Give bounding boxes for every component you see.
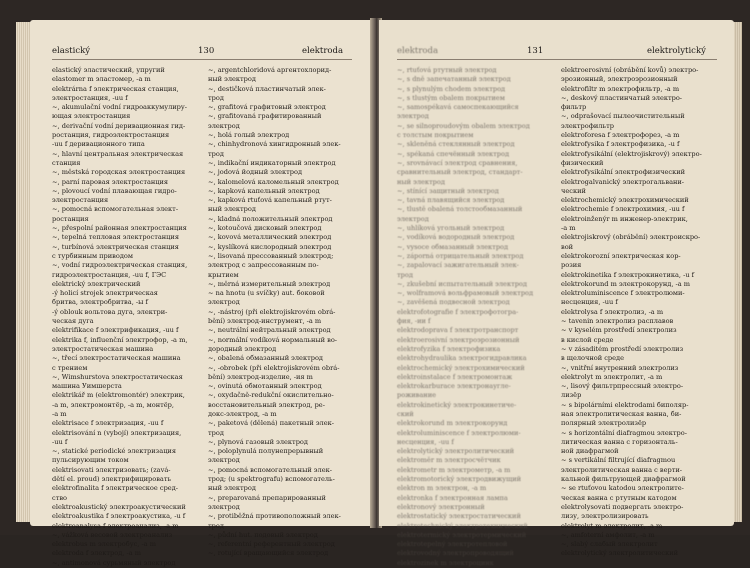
dictionary-entry-line: гидроэлектростанция, -uu f, ГЭС (52, 270, 167, 279)
dictionary-entry-line: elektrolyt m электролит, -a m (561, 521, 663, 530)
dictionary-entry-line: станция (52, 158, 81, 167)
dictionary-entry-line: elektrokinetika f электрокинетика, -u f (561, 270, 695, 279)
dictionary-entry-line: elektrojiskrový (obrábění) электроискро- (561, 233, 701, 242)
dictionary-entry-line: elektrika f, influenční электрофор, -a m, (52, 335, 188, 344)
dictionary-entry-line: elektron m электрон, -a m (397, 484, 487, 493)
dictionary-entry-line: ~, referentní референтный электрод (208, 540, 335, 549)
right-column-2 (561, 66, 721, 559)
dictionary-entry-line: ~, srovnávací электрод сравнения, (397, 158, 518, 167)
dictionary-entry-line: ростанция, гидроэлектростанция (52, 131, 170, 140)
dictionary-entry-line: ющая электростанция (52, 112, 131, 121)
dictionary-entry-line: восстановительный электрод, ре- (208, 400, 325, 409)
dictionary-entry-line: elektrokarburace электронаугле- (397, 382, 511, 391)
dictionary-entry-line: ~, parní паровая электростанция (52, 177, 169, 186)
dictionary-entry-line: ~, kovová металлический электрод (208, 233, 332, 242)
dictionary-entry-line: elastomer m эластомер, -a m (52, 75, 151, 84)
dictionary-entry-line: лизёр (561, 391, 582, 400)
dictionary-entry-line: ~, půdní hut. подовый электрод (208, 530, 318, 539)
dictionary-entry-line: elektrofyzika f электрофизика (397, 344, 501, 353)
dictionary-entry-line: ~, jodová йодный электрод (208, 168, 303, 177)
dictionary-entry-line: elektrisování n (vybojí) электризация, (52, 428, 182, 437)
dictionary-entry-line: elektrofinalita f электрическое сред- (52, 484, 179, 493)
dictionary-entry-line: электрод (397, 112, 429, 121)
left-column-2 (208, 66, 358, 559)
dictionary-entry-line: elektrofysikální электрофизический (561, 168, 685, 177)
dictionary-entry-line: ~, skleněná стеклянный электрод (397, 140, 515, 149)
dictionary-entry-line: ~ v zásaditém prostředí электролиз (561, 344, 684, 353)
dictionary-entry-line: -a m, электромонтёр, -a m, монтёр, (52, 400, 174, 409)
dictionary-entry-line: bění) электрод-инструмент, -a m (208, 317, 322, 326)
dictionary-entry-line: elektroinženýr m инженер-электрик, (561, 214, 688, 223)
dictionary-entry-line: с толстым покрытием (397, 131, 474, 140)
dictionary-entry-line: elektrofotografie f электрофотогра- (397, 307, 519, 316)
dictionary-entry-line: ~, ovinutá обмотанный электрод (208, 382, 322, 391)
dictionary-entry-line: ~, neutrální нейтральный электрод (208, 326, 331, 335)
dictionary-entry-line: ~, vnitřní внутренний электролиз (561, 363, 679, 372)
dictionary-entry-line: докс-электрод, -а m (208, 409, 277, 418)
dictionary-entry-line: ~, kalomelová каломельный электрод (208, 177, 339, 186)
dictionary-entry-line: ~, pomocná вспомогательный элек- (208, 465, 332, 474)
dictionary-entry-line: elektrozinek m электроцинк (397, 558, 494, 567)
dictionary-entry-line: ~, rtuťová ртутный электрод (397, 66, 497, 74)
dictionary-entry-line: elektroda f электрод, -a m (52, 549, 141, 558)
dictionary-entry-line: ~, indikační индикаторный электрод (208, 158, 336, 167)
dictionary-entry-line: elektrofysikální (elektrojiskrový) электро- (561, 149, 702, 158)
dictionary-entry-line: ростанция (52, 214, 89, 223)
dictionary-entry-line: фия, -ии f (397, 317, 431, 326)
dictionary-entry-line: ~, s dně запечатанный электрод (397, 75, 511, 84)
right-header-rule (397, 59, 717, 60)
dictionary-entry-line: ~, tlustě obalená толстообмазанный (397, 205, 523, 214)
dictionary-entry-line: ~, kladná положительный электрод (208, 214, 333, 223)
dictionary-entry-line: elektrochemie f электрохимия, -uu f (561, 205, 685, 214)
dictionary-entry-line: elektrikář m (elektromontér) электрик, (52, 391, 185, 400)
dictionary-entry-line: elektrodoprava f электротранспорт (397, 326, 519, 335)
dictionary-entry-line: ~, turbínová электрическая станция (52, 242, 179, 251)
dictionary-entry-line: с турбинным приводом (52, 251, 134, 260)
dictionary-entry-line: ~ s vertikální filtrující diafragmou (561, 456, 676, 465)
left-page (30, 20, 373, 567)
dictionary-entry-line: ный электрод (208, 75, 256, 84)
dictionary-entry-line: ~, normální vodíková нормальный во- (208, 335, 338, 344)
dictionary-entry-line: ~, odprašovací пылеочистительный (561, 112, 685, 121)
dictionary-entry-line: электрод с запрессованным по- (208, 261, 319, 270)
dictionary-entry-line: ~, vážková весовой электроанализ (52, 530, 173, 539)
dictionary-entry-line: elektrolytický электролитический (397, 447, 515, 456)
dictionary-entry-line: ~, argentchloridová аргентохлорид- (208, 66, 332, 74)
dictionary-entry-line: ~, pomocná вспомогательная элект- (52, 205, 179, 214)
dictionary-entry-line: электролитическая ванна с верти- (561, 465, 682, 474)
dictionary-entry-line: ~, přespolní районная электростанция (52, 224, 187, 233)
dictionary-entry-line: elektroforesa f электрофорез, -a m (561, 131, 680, 140)
dictionary-entry-line: elektroměr m электросчётчик (397, 456, 501, 465)
dictionary-entry-line: трод (208, 428, 224, 437)
dictionary-entry-line: ~, zkušební испытательный электрод (397, 279, 527, 288)
dictionary-entry-line: ~, holá голый электрод (208, 131, 290, 140)
dictionary-entry-line: крытием (208, 270, 239, 279)
dictionary-entry-line: elektrovodný электропроводящий (397, 549, 514, 558)
dictionary-entry-line: электрод (397, 214, 429, 223)
dictionary-entry-line: машина Уимшерста (52, 382, 122, 391)
dictionary-entry-line: в кислой среде (561, 335, 614, 344)
dictionary-entry-line: ~, hlavní центральная электрическая (52, 149, 184, 158)
dictionary-entry-line: ~, záporná отрицательный электрод (397, 251, 524, 260)
dictionary-entry-line: ~, statické periodické электризация (52, 447, 176, 456)
dictionary-entry-line: электростанция, -uu f (52, 93, 128, 102)
dictionary-entry-line: elektrolysa f электролиз, -a m (561, 307, 664, 316)
dictionary-entry-line: электрод (208, 121, 240, 130)
dictionary-entry-line: ~, preparovaná препарированный (208, 493, 326, 502)
dictionary-entry-line: dětí el. proud) электрифицировать (52, 475, 172, 484)
dictionary-entry-line: ~, kyslíková кислородный электрод (208, 242, 332, 251)
dictionary-entry-line: elektrolytický электролитический (561, 549, 679, 558)
dictionary-entry-line: вой (561, 242, 574, 251)
dictionary-entry-line: ~ s horizontální diafragmou электро- (561, 428, 687, 437)
dictionary-entry-line: elektroerosivní электроэрозионный (397, 335, 520, 344)
dictionary-entry-line: ~, vodíková водородный электрод (397, 233, 515, 242)
dictionary-entry-line: ~ s bipolárními elektrodami биполяр- (561, 400, 689, 409)
dictionary-entry-line: ный электрод (208, 205, 256, 214)
dictionary-entry-line: elektrisace f электризация, -uu f (52, 419, 164, 428)
dictionary-entry-line: ский (397, 409, 414, 418)
dictionary-entry-line: ~, destičková пластинчатый элек- (208, 84, 326, 93)
dictionary-entry-line: ~, plovoucí vodní плавающая гидро- (52, 186, 177, 195)
dictionary-entry-line: elektrohydraulika электрогидравлика (397, 354, 527, 363)
dictionary-entry-line: ческая дуга (52, 317, 94, 326)
dictionary-entry-line: несценция, -uu f (397, 437, 454, 446)
dictionary-entry-line: роживание (397, 391, 436, 400)
dictionary-entry-line: elektroinstalace f электромонтаж (397, 372, 513, 381)
dictionary-entry-line: ~, rotující вращающийся электрод (208, 549, 329, 558)
dictionary-entry-line: elektronka f электронная лампа (397, 493, 508, 502)
dictionary-entry-line: ~, třecí электростатическая машина (52, 354, 181, 363)
dictionary-entry-line: ~, kotoučová дисковый электрод (208, 224, 322, 233)
dictionary-entry-line: elektrometr m электрометр, -a m (397, 465, 511, 474)
dictionary-entry-line: ~, tavná плавящийся электрод (397, 196, 505, 205)
dictionary-entry-line: elektroerosivní (obrábění kovů) электро- (561, 66, 699, 74)
dictionary-entry-line: elektrisovati электризовать; (zavá- (52, 465, 171, 474)
dictionary-entry-line: elektromotorický электродвижущий (397, 475, 522, 484)
dictionary-entry-line: elektrotepelný электротепловой (397, 540, 508, 549)
dictionary-entry-line: elektrochemický электрохимический (561, 196, 689, 205)
dictionary-entry-line: ~ tavenin электролиз расплавов (561, 317, 674, 326)
dictionary-entry-line: ный электрод (208, 484, 256, 493)
dictionary-entry-line: пульсирующим током (52, 456, 129, 465)
dictionary-entry-line: физический (561, 158, 604, 167)
dictionary-entry-line: ~, paketová (dělená) пакетный элек- (208, 419, 334, 428)
left-header-rule (52, 59, 352, 60)
dictionary-entry-line: ~ se rtuťovou katodou электролите- (561, 484, 684, 493)
dictionary-entry-line: ~, protiběžná противоположный элек- (208, 512, 341, 521)
dictionary-entry-line: elektrolyt m электролит, -a m (561, 372, 663, 381)
dictionary-entry-line: ~, tepelná тепловая электростанция (52, 233, 179, 242)
dictionary-entry-line: ~, vodní гидроэлектрическая станция, (52, 261, 188, 270)
dictionary-entry-line: дородный электрод (208, 344, 277, 353)
dictionary-entry-line: в щелочной среде (561, 354, 624, 363)
dictionary-entry-line: ный электрод (397, 177, 445, 186)
dictionary-entry-line: ~, uhlíková угольный электрод (397, 224, 505, 233)
dictionary-entry-line: -uu f (52, 437, 68, 446)
dictionary-entry-line: ная электролитическая ванна, би- (561, 409, 682, 418)
dictionary-entry-line: ~, lisový фильтрпрессный электро- (561, 382, 684, 391)
dictionary-entry-line: elektrotechnický электротехнический (397, 521, 528, 530)
dictionary-entry-line: ~, oxydačně-redukční окислительно- (208, 391, 334, 400)
dictionary-entry-line: ~, -nástroj (při elektrojiskrovém obrá- (208, 307, 336, 316)
dictionary-entry-line: ~, spékaná спечённый электрод (397, 149, 510, 158)
dictionary-entry-line: ~, městská городская электростанция (52, 168, 186, 177)
dictionary-entry-line: ~, lisovaná прессованный электрод; (208, 251, 334, 260)
dictionary-entry-line: ~, vysoce обмазанный электрод (397, 242, 509, 251)
dictionary-entry-line: -a m (561, 224, 576, 233)
left-column-1 (52, 66, 202, 568)
dictionary-entry-line: elektrotermický электротермический (397, 530, 527, 539)
dictionary-entry-line: elektrolysovati подвергать электро- (561, 502, 684, 511)
dictionary-entry-line: elektrický электрический (52, 279, 141, 288)
dictionary-entry-line: сравнительный электрод, стандарт- (397, 168, 523, 177)
dictionary-entry-line: бритва, электробритва, -ы f (52, 298, 148, 307)
right-page-number: 131 (527, 46, 544, 56)
dictionary-entry-line: электрод (208, 502, 240, 511)
dictionary-entry-line: elektrochemický электрохимический (397, 363, 525, 372)
dictionary-entry-line: несценция, -uu f (561, 298, 618, 307)
right-guide-word-end: elektrolytický (647, 46, 706, 56)
dictionary-entry-line: ~ v kyselém prostředí электролиз (561, 326, 677, 335)
dictionary-entry-line: bění) электрод-изделие, -ия m (208, 372, 313, 381)
dictionary-entry-line: elektroakustika f электроакустика, -u f (52, 512, 186, 521)
dictionary-entry-line: ~, grafitovaná графитированный (208, 112, 322, 121)
dictionary-entry-line: elektroanalysa f электроанализ, -a m (52, 521, 179, 530)
dictionary-entry-line: elektrofiltr m электрофильтр, -a m (561, 84, 680, 93)
dictionary-entry-line: elektroakustický электроакустический (52, 502, 186, 511)
dictionary-entry-line: ~, kapková капельный электрод (208, 186, 320, 195)
dictionary-entry-line: ~, zapalovací зажигательный элек- (397, 261, 519, 270)
dictionary-entry-line: ной диафрагмой (561, 447, 619, 456)
dictionary-entry-line: ~, poloplynulá полунепрерывный (208, 447, 324, 456)
dictionary-entry-line: электрофильтр (561, 121, 614, 130)
dictionary-entry-line: elektrokorozní электрическая кор- (561, 251, 681, 260)
dictionary-entry-line: ~, chinhydronová хингидронный элек- (208, 140, 341, 149)
dictionary-entry-line: трод (208, 521, 224, 530)
dictionary-entry-line: ческая ванна с ртутным катодом (561, 493, 677, 502)
dictionary-entry-line: электрод (208, 456, 240, 465)
right-column-1 (397, 66, 552, 568)
dictionary-entry-line: ~, derivační vodní деривационная гид- (52, 121, 186, 130)
dictionary-entry-line: ~, s tlustým obalem покрытием (397, 93, 505, 102)
dictionary-entry-line: розия (561, 261, 582, 270)
dictionary-entry-line: elektroluminiscence f электролюми- (397, 428, 521, 437)
dictionary-entry-line: ~, s plynulým chodem электрод (397, 84, 506, 93)
dictionary-entry-line: ~, obalená обмазанный электрод (208, 354, 323, 363)
dictionary-entry-line: ~, wolframová вольфрамовый электрод (397, 289, 534, 298)
dictionary-entry-line: -a m (52, 409, 67, 418)
dictionary-entry-line: кальной фильтрующей диафрагмой (561, 475, 686, 484)
left-page-number: 130 (198, 46, 215, 56)
dictionary-entry-line: elektrostatický электростатический (397, 512, 521, 521)
dictionary-entry-line: электростатическая машина (52, 344, 154, 353)
dictionary-entry-line: эрозионный, электроэрозионный (561, 75, 678, 84)
dictionary-entry-line: ~, antimonová сурьмяный электрод (52, 558, 176, 567)
dictionary-entry-line: ~, se silnoproudovým obalem электрод (397, 121, 530, 130)
dictionary-entry-line: ~, stínící защитный электрод (397, 186, 499, 195)
dictionary-entry-line: elektroluminiscence f электролюми- (561, 289, 685, 298)
dictionary-entry-line: elektrokinetický электрокинетиче- (397, 400, 517, 409)
dictionary-entry-line: -uu f деривационного типа (52, 140, 145, 149)
dictionary-entry-line: с трением (52, 363, 88, 372)
dictionary-entry-line: ство (52, 493, 68, 502)
dictionary-entry-line: ~, samospékavá самоспекающийся (397, 103, 519, 112)
dictionary-entry-line: ~, Wimshurstova электростатическая (52, 372, 183, 381)
dictionary-entry-line: электрод (208, 298, 240, 307)
dictionary-entry-line: elektronový электронный (397, 502, 485, 511)
dictionary-entry-line: фильтр (561, 103, 587, 112)
dictionary-entry-line: elektrofysika f электрофизика, -u f (561, 140, 680, 149)
dictionary-entry-line: -ý holicí strojek электрическая (52, 289, 158, 298)
dictionary-entry-line: ~, slabý слабый электролит (561, 540, 658, 549)
dictionary-entry-line: elektrogalvanický электрогальвани- (561, 177, 685, 186)
dictionary-entry-line: -ý oblouk вольтова дуга, электри- (52, 307, 168, 316)
dictionary-entry-line: ~, amfoterní амфолит, -a m (561, 530, 655, 539)
dictionary-entry-line: elastický эластический, упругий (52, 66, 165, 74)
dictionary-entry-line: elektrokorund m электрокорунд (397, 419, 508, 428)
dictionary-entry-line: электростанция (52, 196, 109, 205)
dictionary-entry-line: ~, kapková rtuťová капельный ртут- (208, 196, 332, 205)
right-guide-word-start: elektroda (397, 46, 439, 56)
dictionary-entry-line: лизу, электролизировать (561, 512, 649, 521)
dictionary-entry-line: ~, akumulační vodní гидроаккумулиру- (52, 103, 188, 112)
dictionary-entry-line: elektrifikace f электрификация, -uu f (52, 326, 179, 335)
left-guide-word-end: elektroda (302, 46, 344, 56)
dictionary-entry-line: ~ na hnotu (u svíčky) aut. боковой (208, 289, 325, 298)
dictionary-entry-line: ~, grafitová графитовый электрод (208, 103, 326, 112)
left-guide-word-start: elastický (52, 46, 91, 56)
dictionary-entry-line: ~, deskový пластинчатый электро- (561, 93, 683, 102)
dictionary-entry-line: литическая ванна с горизонталь- (561, 437, 678, 446)
right-page (379, 20, 734, 567)
dictionary-entry-line: elektrobus m электробус, -a m (52, 540, 156, 549)
dictionary-entry-line: ческий (561, 186, 586, 195)
dictionary-entry-line: трод (397, 270, 413, 279)
dictionary-entry-line: полярный электролизёр (561, 419, 647, 428)
dictionary-entry-line: ~, měrná измерительный электрод (208, 279, 331, 288)
dictionary-entry-line: трод (208, 149, 224, 158)
dictionary-entry-line: elektrárna f электрическая станция, (52, 84, 179, 93)
dictionary-entry-line: ~, plynová газовый электрод (208, 437, 308, 446)
dictionary-entry-line: трод; (u spektrografu) вспомогатель- (208, 475, 335, 484)
dictionary-entry-line: трод (208, 93, 224, 102)
dictionary-entry-line: elektrokorund m электрокорунд, -a m (561, 279, 691, 288)
dictionary-entry-line: ~, -obrobek (při elektrojiskrovém obrá- (208, 363, 340, 372)
dictionary-entry-line: ~, zavěšená подвесной электрод (397, 298, 510, 307)
